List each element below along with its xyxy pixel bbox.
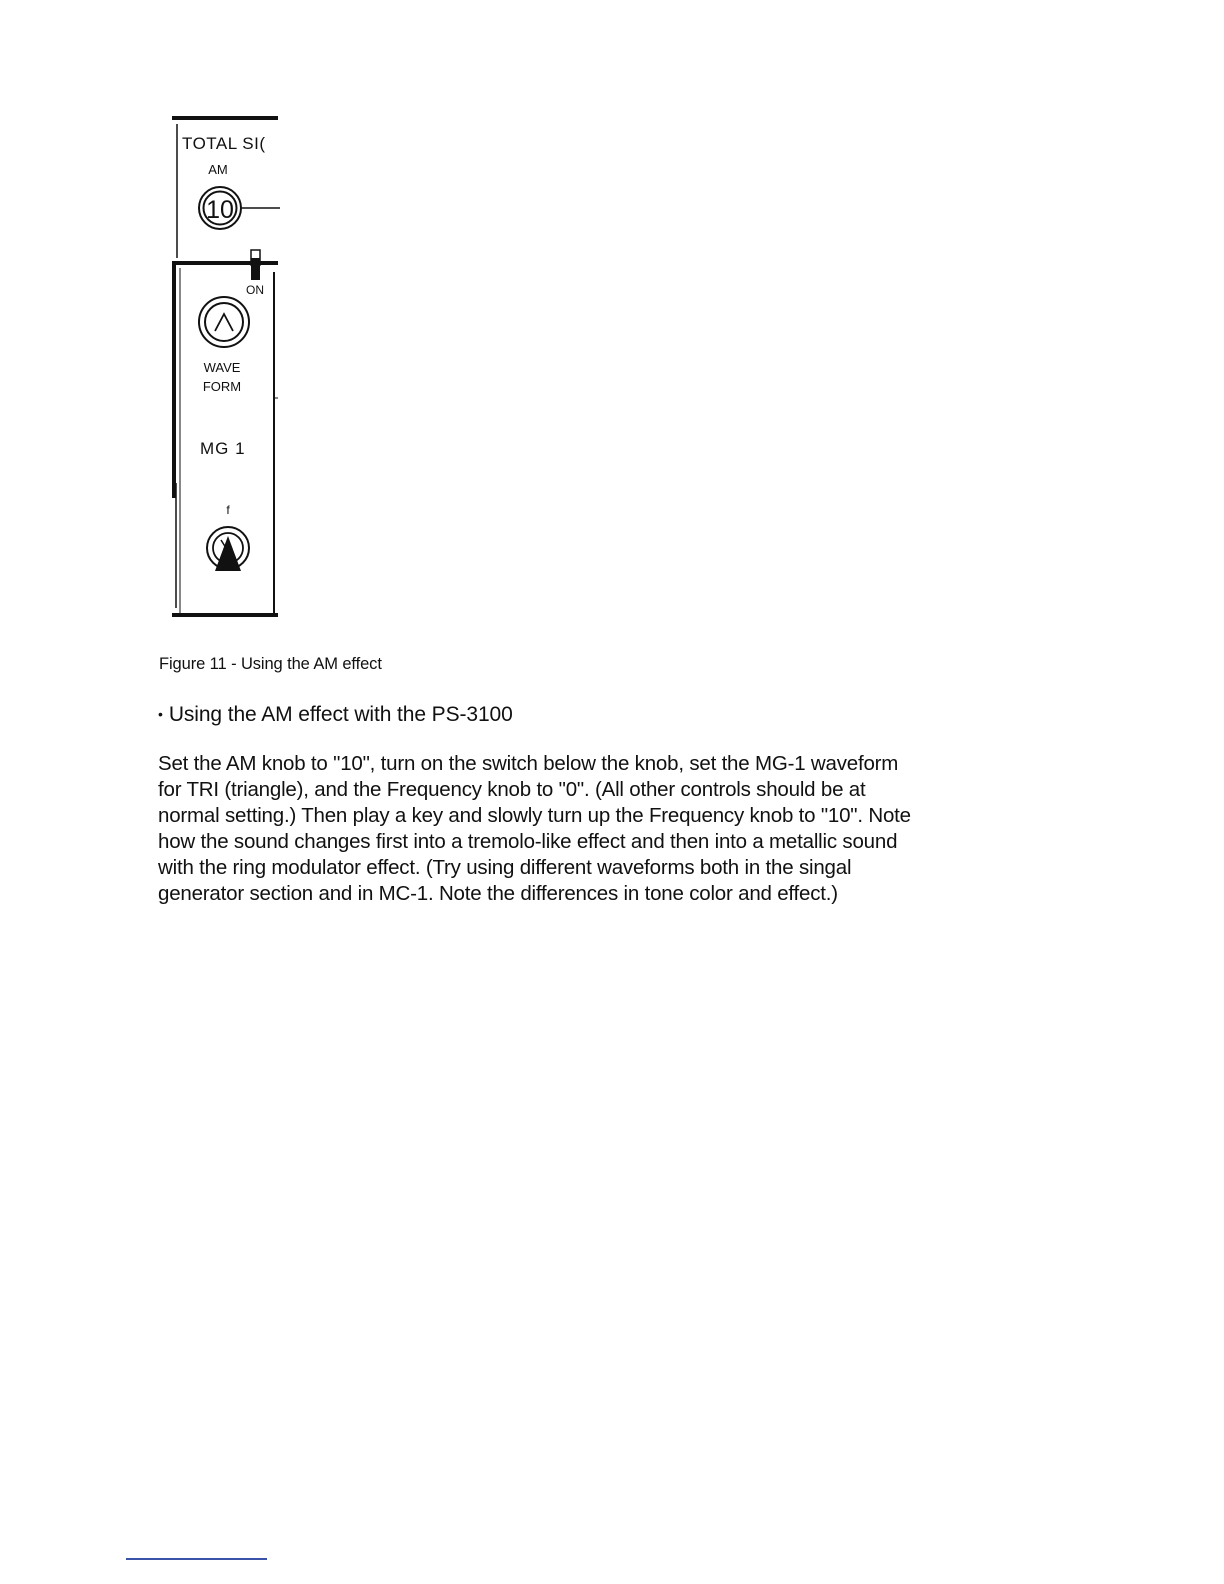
figure-caption: Figure 11 - Using the AM effect [159,655,382,673]
section-label: MG 1 [200,439,246,458]
body-line: generator section and in MC-1. Note the differences in tone color and effect.) [158,882,838,905]
body-line: with the ring modulator effect. (Try using different waveforms both in the singal [158,856,852,879]
body-line: for TRI (triangle), and the Frequency knob to "0". (All other controls should be at [158,778,866,801]
panel-title: TOTAL SI( [182,134,266,153]
body-line: how the sound changes first into a tremolo-like effect and then into a metallic sound [158,830,898,853]
am-label: AM [208,162,228,177]
synth-panel-figure [160,108,300,628]
freq-label: f [226,503,230,517]
am-knob-value: 10 [206,196,234,224]
section-heading [158,703,513,727]
triangle-wave-icon[interactable] [199,297,249,347]
bullet: • [158,706,163,722]
footer-rule [126,1558,267,1560]
heading-text: Using the AM effect with the PS-3100 [168,703,513,726]
switch-label: ON [246,283,264,297]
wave-label-line2: FORM [202,379,242,394]
body-paragraph [158,751,1028,907]
am-knob-icon[interactable] [199,187,280,229]
wave-label-line1: WAVE [203,360,241,375]
body-line: Set the AM knob to "10", turn on the switch below the knob, set the MG-1 waveform [158,752,899,775]
frequency-knob-icon[interactable] [207,527,249,571]
body-line: normal setting.) Then play a key and slowly turn up the Frequency knob to "10". Note [158,804,911,827]
